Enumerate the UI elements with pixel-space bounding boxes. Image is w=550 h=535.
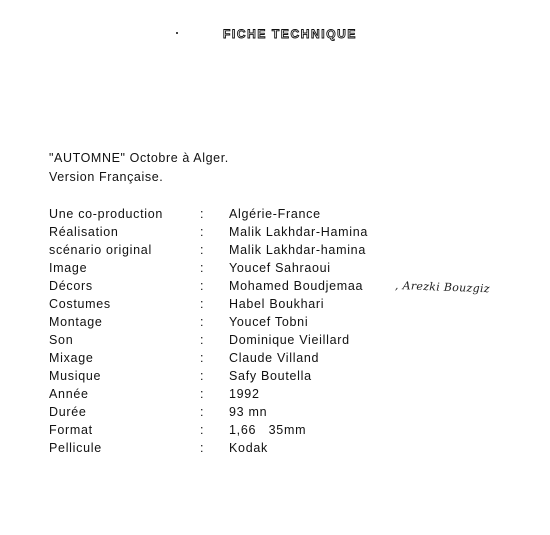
credit-separator: : — [200, 423, 205, 437]
credit-value: Youcef Tobni — [229, 315, 309, 329]
credit-row-image — [49, 261, 529, 279]
credit-value: Claude Villand — [229, 351, 320, 365]
credit-separator: : — [200, 225, 205, 239]
credit-row-mixage — [49, 351, 529, 369]
film-title-line: "AUTOMNE" Octobre à Alger. — [49, 151, 229, 165]
credit-value: 93 mn — [229, 405, 268, 419]
version-line: Version Française. — [49, 170, 164, 184]
scan-speck — [176, 32, 178, 34]
credit-label: Costumes — [49, 297, 111, 311]
credit-separator: : — [200, 441, 205, 455]
credit-separator: : — [200, 261, 205, 275]
credit-value: Youcef Sahraoui — [229, 261, 331, 275]
credit-row-annee — [49, 387, 529, 405]
credit-value: 1,66 35mm — [229, 423, 307, 437]
credit-row-realisation — [49, 225, 529, 243]
credit-value: Malik Lakhdar-Hamina — [229, 225, 369, 239]
credit-row-duree — [49, 405, 529, 423]
credit-value: 1992 — [229, 387, 260, 401]
credit-label: Image — [49, 261, 88, 275]
credit-separator: : — [200, 297, 205, 311]
credit-label: Décors — [49, 279, 93, 293]
credit-label: Une co-production — [49, 207, 164, 221]
credit-label: Format — [49, 423, 93, 437]
credit-label: Pellicule — [49, 441, 102, 455]
credit-label: Réalisation — [49, 225, 119, 239]
credit-label: Musique — [49, 369, 102, 383]
credit-row-decors — [49, 279, 529, 297]
credit-label: Son — [49, 333, 74, 347]
page-title: FICHE TECHNIQUE — [223, 27, 358, 41]
credit-row-coproduction — [49, 207, 529, 225]
credit-label: Durée — [49, 405, 87, 419]
credit-separator: : — [200, 351, 205, 365]
credit-separator: : — [200, 207, 205, 221]
credit-separator: : — [200, 243, 205, 257]
credit-separator: : — [200, 387, 205, 401]
credit-separator: : — [200, 279, 205, 293]
credit-value: Malik Lakhdar-hamina — [229, 243, 366, 257]
credit-row-costumes — [49, 297, 529, 315]
credit-value: Dominique Vieillard — [229, 333, 350, 347]
credit-separator: : — [200, 333, 205, 347]
credit-value: Habel Boukhari — [229, 297, 325, 311]
credits-list — [49, 207, 529, 459]
credit-label: scénario original — [49, 243, 152, 257]
credit-row-son — [49, 333, 529, 351]
credit-separator: : — [200, 369, 205, 383]
credit-label: Mixage — [49, 351, 94, 365]
credit-row-format — [49, 423, 529, 441]
credit-row-pellicule — [49, 441, 529, 459]
credit-value: Mohamed Boudjemaa — [229, 279, 364, 293]
credit-separator: : — [200, 405, 205, 419]
credit-value: Algérie-France — [229, 207, 321, 221]
credit-separator: : — [200, 315, 205, 329]
credit-label: Année — [49, 387, 89, 401]
credit-value: Kodak — [229, 441, 268, 455]
credit-row-musique — [49, 369, 529, 387]
credit-value: Safy Boutella — [229, 369, 312, 383]
credit-row-montage — [49, 315, 529, 333]
handwritten-annotation: , Arezki Bouzgiz — [394, 279, 491, 296]
credit-label: Montage — [49, 315, 103, 329]
